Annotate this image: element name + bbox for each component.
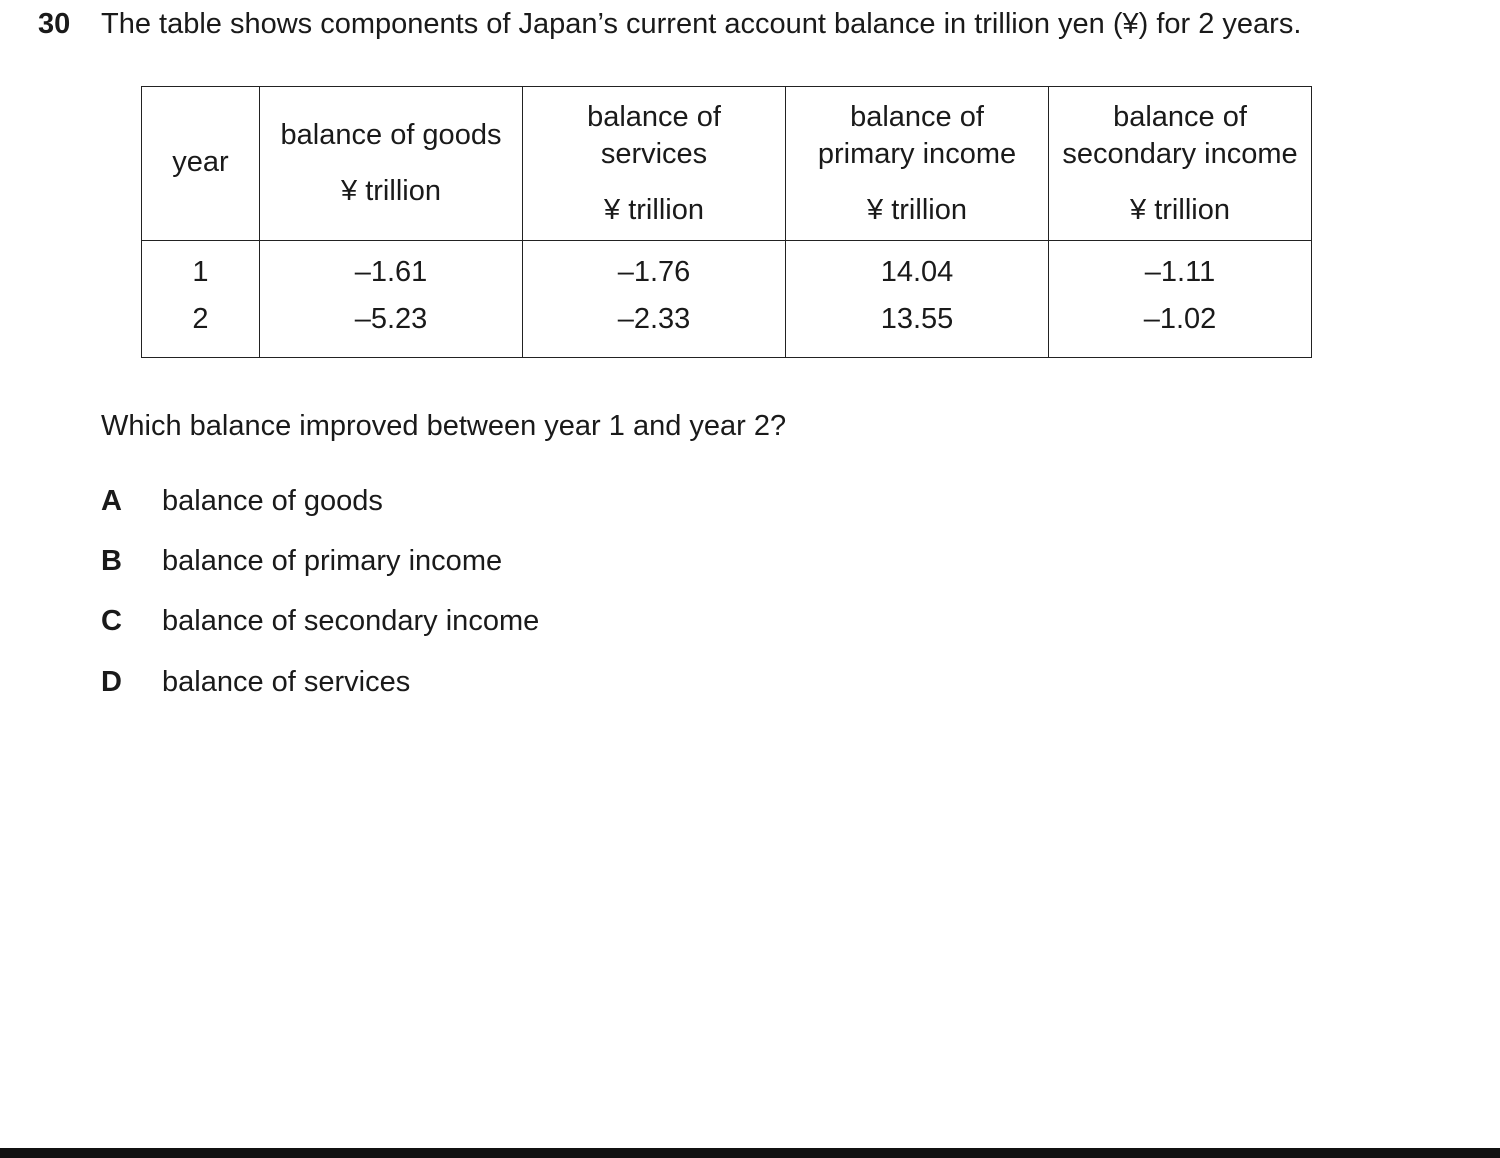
header-goods-label: balance of goods: [280, 119, 502, 151]
cell-services: –1.76: [523, 241, 786, 304]
option-c[interactable]: [101, 605, 539, 638]
header-primary-label-line2: primary income: [817, 137, 1017, 170]
table-row: [142, 241, 1312, 304]
cell-primary-income: 14.04: [786, 241, 1049, 304]
header-balance-of-secondary-income: [1049, 87, 1312, 241]
option-b[interactable]: [101, 545, 502, 578]
header-year-label: year: [172, 146, 229, 178]
question-number: 30: [38, 8, 71, 40]
header-secondary-label-line2: secondary income: [1062, 137, 1298, 170]
header-primary-label-line1: balance of: [850, 100, 984, 133]
header-goods-unit: ¥ trillion: [341, 175, 441, 207]
header-balance-of-goods: [260, 87, 523, 241]
option-letter: C: [101, 605, 122, 637]
header-secondary-unit: ¥ trillion: [1130, 193, 1230, 226]
header-primary-unit: ¥ trillion: [867, 193, 967, 226]
option-text: balance of secondary income: [162, 605, 540, 637]
question-prompt: Which balance improved between year 1 and year 2?: [101, 410, 787, 442]
header-services-label-line2: services: [600, 137, 708, 170]
balance-table: [141, 86, 1312, 358]
option-text: balance of primary income: [162, 545, 503, 577]
header-services-label-line1: balance of: [587, 100, 721, 133]
option-d[interactable]: [101, 666, 410, 699]
option-text: balance of services: [162, 666, 411, 698]
cell-goods: –5.23: [260, 303, 523, 358]
cell-year: 2: [142, 303, 260, 358]
header-secondary-label-line1: balance of: [1113, 100, 1247, 133]
option-text: balance of goods: [162, 485, 383, 517]
table-row: [142, 303, 1312, 358]
cell-secondary-income: –1.02: [1049, 303, 1312, 358]
header-year: [142, 87, 260, 241]
option-letter: D: [101, 666, 122, 698]
option-letter: B: [101, 545, 122, 577]
header-balance-of-primary-income: [786, 87, 1049, 241]
option-a[interactable]: [101, 485, 383, 518]
cell-goods: –1.61: [260, 241, 523, 304]
cell-year: 1: [142, 241, 260, 304]
option-letter: A: [101, 485, 122, 517]
header-services-unit: ¥ trillion: [604, 193, 704, 226]
cell-services: –2.33: [523, 303, 786, 358]
cell-primary-income: 13.55: [786, 303, 1049, 358]
question-stem: The table shows components of Japan’s current account balance in trillion yen (¥) for 2 years.: [101, 8, 1302, 40]
page-footer-bar: [0, 1148, 1500, 1158]
header-balance-of-services: [523, 87, 786, 241]
cell-secondary-income: –1.11: [1049, 241, 1312, 304]
table-header-row: [142, 87, 1312, 241]
